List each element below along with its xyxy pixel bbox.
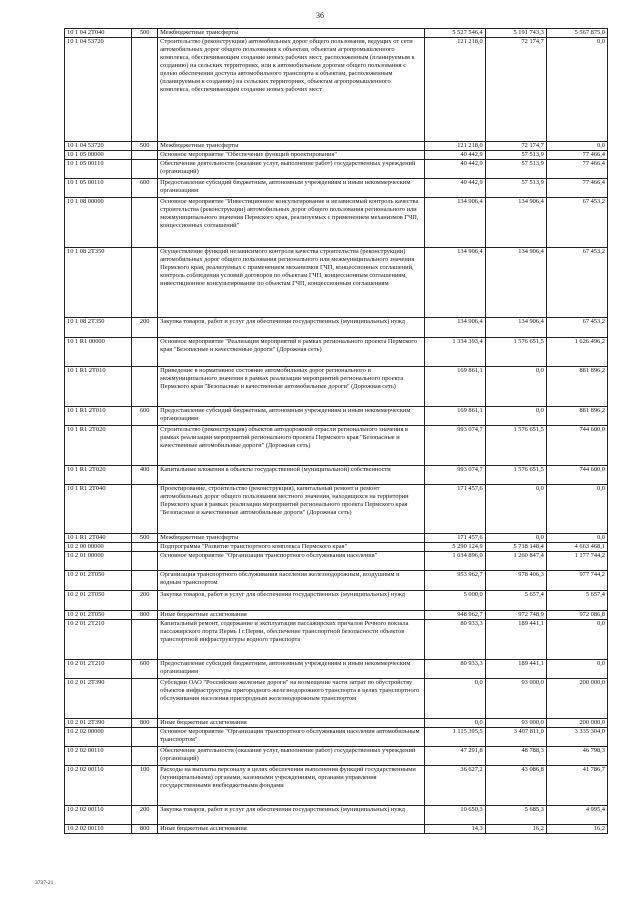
cell-amount-year-3: 46 798,3 bbox=[546, 747, 607, 766]
cell-amount-year-1: 40 442,9 bbox=[424, 179, 485, 198]
table-row bbox=[65, 728, 608, 747]
cell-classification-code: 10 1 05 00000 bbox=[65, 151, 132, 160]
cell-description: Субсидии ОАО "Российские железные дороги" на возмещение части затрат по обустройству объектов инфраструктуры пригородного железнодорожного транспорта в целях транспортного обслуживания населения пригородным железнодорожным транспортом bbox=[158, 679, 424, 719]
cell-amount-year-1: 1 334 393,4 bbox=[424, 338, 485, 367]
cell-classification-code: 10 1 05 00110 bbox=[65, 160, 132, 179]
cell-amount-year-1: 948 962,7 bbox=[424, 611, 485, 620]
cell-amount-year-2: 93 000,0 bbox=[485, 719, 546, 728]
budget-table-body bbox=[65, 29, 608, 834]
cell-classification-code: 10 2 01 2T390 bbox=[65, 679, 132, 719]
cell-amount-year-3: 77 466,4 bbox=[546, 179, 607, 198]
table-row bbox=[65, 367, 608, 407]
cell-description: Строительство (реконструкция) автомобильных дорог общего пользования, ведущих от сети автомобильных дорог общего пользования к объектам, объектам агропромышленного комплекса, обеспечивающим создание новых рабочих мест, расположенным (планируемым к созданию) на сельских территориях, или к автомобильным дорогам общего пользования с целью обеспечения доступа автомобильного транспорта к объектам, расположенным (планируемым к созданию) на сельских территориях, объектам агропромышленного комплекса, обеспечивающим создание новых рабочих мест bbox=[158, 38, 424, 142]
cell-classification-code: 10 2 02 00110 bbox=[65, 825, 132, 834]
cell-amount-year-2: 134 906,4 bbox=[485, 198, 546, 248]
cell-description: Капитальные вложения в объекты государственной (муниципальной) собственности bbox=[158, 466, 424, 485]
table-row bbox=[65, 620, 608, 660]
cell-classification-code: 10 2 01 2T210 bbox=[65, 660, 132, 679]
cell-amount-year-2: 972 748,9 bbox=[485, 611, 546, 620]
cell-expense-type bbox=[132, 38, 158, 142]
cell-amount-year-3: 0,0 bbox=[546, 38, 607, 142]
cell-expense-type: 400 bbox=[132, 466, 158, 485]
cell-expense-type: 500 bbox=[132, 534, 158, 543]
cell-amount-year-3: 200 000,0 bbox=[546, 719, 607, 728]
cell-expense-type bbox=[132, 543, 158, 552]
cell-description: Организация транспортного обслуживания населения железнодорожным, воздушным и водным транспортом bbox=[158, 571, 424, 591]
cell-amount-year-3: 1 177 744,2 bbox=[546, 552, 607, 571]
cell-amount-year-2: 93 000,0 bbox=[485, 679, 546, 719]
cell-expense-type: 800 bbox=[132, 611, 158, 620]
cell-amount-year-1: 5 527 546,4 bbox=[424, 29, 485, 38]
table-row bbox=[65, 179, 608, 198]
cell-amount-year-2: 5 657,4 bbox=[485, 591, 546, 611]
cell-expense-type bbox=[132, 367, 158, 407]
cell-amount-year-1: 1 115 395,5 bbox=[424, 728, 485, 747]
cell-amount-year-1: 5 290 124,9 bbox=[424, 543, 485, 552]
table-row bbox=[65, 591, 608, 611]
cell-amount-year-2: 57 513,9 bbox=[485, 160, 546, 179]
cell-expense-type: 600 bbox=[132, 660, 158, 679]
cell-description: Закупка товаров, работ и услуг для обеспечения государственных (муниципальных) нужд bbox=[158, 318, 424, 338]
cell-classification-code: 10 1 05 00110 bbox=[65, 179, 132, 198]
cell-amount-year-1: 171 457,6 bbox=[424, 534, 485, 543]
cell-amount-year-2: 134 906,4 bbox=[485, 248, 546, 318]
cell-classification-code: 10 2 01 2T210 bbox=[65, 620, 132, 660]
cell-amount-year-3: 5 567 875,0 bbox=[546, 29, 607, 38]
cell-amount-year-3: 0,0 bbox=[546, 142, 607, 151]
table-row bbox=[65, 485, 608, 534]
cell-amount-year-2: 1 576 651,5 bbox=[485, 426, 546, 466]
cell-amount-year-3: 0,0 bbox=[546, 660, 607, 679]
cell-description: Закупка товаров, работ и услуг для обеспечения государственных (муниципальных) нужд bbox=[158, 806, 424, 825]
cell-amount-year-2: 1 576 651,5 bbox=[485, 466, 546, 485]
cell-description: Основное мероприятие "Организация транспортного обслуживания населения" bbox=[158, 552, 424, 571]
cell-expense-type bbox=[132, 679, 158, 719]
table-row bbox=[65, 142, 608, 151]
cell-expense-type: 200 bbox=[132, 806, 158, 825]
cell-description: Основное мероприятие "Обеспечение функций проектирования" bbox=[158, 151, 424, 160]
cell-classification-code: 10 1 08 2T350 bbox=[65, 318, 132, 338]
table-row bbox=[65, 338, 608, 367]
cell-expense-type: 600 bbox=[132, 179, 158, 198]
cell-description: Основное мероприятие "Организация транспортного обслуживания населения автомобильным транспортом" bbox=[158, 728, 424, 747]
cell-amount-year-3: 16,2 bbox=[546, 825, 607, 834]
cell-description: Иные бюджетные ассигнования bbox=[158, 719, 424, 728]
cell-description: Межбюджетные трансферты bbox=[158, 29, 424, 38]
cell-classification-code: 10 1 R1 00000 bbox=[65, 338, 132, 367]
cell-expense-type bbox=[132, 151, 158, 160]
cell-amount-year-2: 0,0 bbox=[485, 534, 546, 543]
table-row bbox=[65, 407, 608, 426]
cell-classification-code: 10 2 01 2T050 bbox=[65, 611, 132, 620]
cell-classification-code: 10 1 04 2T040 bbox=[65, 29, 132, 38]
cell-amount-year-2: 0,0 bbox=[485, 485, 546, 534]
cell-expense-type bbox=[132, 426, 158, 466]
cell-expense-type: 500 bbox=[132, 142, 158, 151]
cell-amount-year-3: 0,0 bbox=[546, 485, 607, 534]
cell-description: Строительство (реконструкция) объектов автодорожной отрасли регионального значения в рамках реализации мероприятий регионального проекта Пермского края "Безопасные и качественные автомобильные дороги" (Дорожная сеть) bbox=[158, 426, 424, 466]
cell-amount-year-1: 10 650,3 bbox=[424, 806, 485, 825]
cell-description: Основное мероприятие "Реализация мероприятий в рамках регионального проекта Пермского края "Безопасные и качественные дороги" (Дорожная сеть) bbox=[158, 338, 424, 367]
table-row bbox=[65, 766, 608, 806]
table-row bbox=[65, 806, 608, 825]
cell-classification-code: 10 2 02 00110 bbox=[65, 747, 132, 766]
table-row bbox=[65, 426, 608, 466]
cell-classification-code: 10 2 02 00110 bbox=[65, 766, 132, 806]
cell-classification-code: 10 1 R1 2T020 bbox=[65, 426, 132, 466]
table-row bbox=[65, 660, 608, 679]
cell-expense-type: 800 bbox=[132, 825, 158, 834]
table-row bbox=[65, 160, 608, 179]
cell-amount-year-1: 169 861,1 bbox=[424, 367, 485, 407]
cell-classification-code: 10 1 08 2T350 bbox=[65, 248, 132, 318]
table-row bbox=[65, 747, 608, 766]
cell-description: Предоставление субсидий бюджетным, автономным учреждениям и иным некоммерческим организациям bbox=[158, 407, 424, 426]
cell-amount-year-2: 3 407 811,0 bbox=[485, 728, 546, 747]
table-row bbox=[65, 719, 608, 728]
cell-amount-year-1: 134 906,4 bbox=[424, 318, 485, 338]
cell-amount-year-1: 5 000,0 bbox=[424, 591, 485, 611]
cell-amount-year-3: 77 466,4 bbox=[546, 160, 607, 179]
cell-amount-year-3: 67 453,2 bbox=[546, 248, 607, 318]
cell-amount-year-3: 977 744,2 bbox=[546, 571, 607, 591]
budget-table bbox=[64, 28, 608, 834]
table-row bbox=[65, 825, 608, 834]
cell-classification-code: 10 1 04 53720 bbox=[65, 142, 132, 151]
cell-classification-code: 10 1 R1 2T040 bbox=[65, 534, 132, 543]
table-row bbox=[65, 534, 608, 543]
cell-amount-year-3: 5 657,4 bbox=[546, 591, 607, 611]
cell-description: Основное мероприятие "Инвестиционное консультирование и независимый контроль качества строительства (реконструкции) автомобильных дорог общего пользования регионального или межмуниципального значения Пермского края, реализуемых с применением механизмов ГЧП, концессионных соглашений" bbox=[158, 198, 424, 248]
cell-description: Капитальный ремонт, содержание и эксплуатация пассажирских причалов Речного вокзала пассажирского порта Пермь I г.Перми, обеспечение транспортной безопасности объектов транспортной инфраструктуры водного транспорта bbox=[158, 620, 424, 660]
cell-expense-type: 500 bbox=[132, 29, 158, 38]
cell-classification-code: 10 1 R1 2T040 bbox=[65, 485, 132, 534]
cell-amount-year-2: 134 906,4 bbox=[485, 318, 546, 338]
cell-description: Осуществление функций независимого контроля качества строительства (реконструкции) автомобильных дорог общего пользования регионального или межмуниципального значения Пермского края, реализуемых с применением механизмов ГЧП, концессионных соглашений, контроль соблюдения условий договоров по объектам ГЧП, концессионным соглашениям, инвестиционное консультирование по объектам ГЧП, концессионным соглашениям bbox=[158, 248, 424, 318]
cell-description: Проектирование, строительство (реконструкция), капитальный ремонт и ремонт автомобильных дорог общего пользования местного значения, находящихся на территории Пермского края в рамках реализации мероприятий регионального проекта Пермского края "Безопасные и качественные автомобильные дороги" (Дорожная сеть) bbox=[158, 485, 424, 534]
cell-classification-code: 10 1 R1 2T020 bbox=[65, 466, 132, 485]
cell-amount-year-1: 14,3 bbox=[424, 825, 485, 834]
cell-classification-code: 10 2 01 2T050 bbox=[65, 571, 132, 591]
cell-amount-year-2: 5 685,3 bbox=[485, 806, 546, 825]
cell-amount-year-3: 4 995,4 bbox=[546, 806, 607, 825]
cell-expense-type bbox=[132, 485, 158, 534]
cell-amount-year-1: 134 906,4 bbox=[424, 248, 485, 318]
table-row bbox=[65, 679, 608, 719]
cell-amount-year-3: 67 453,2 bbox=[546, 318, 607, 338]
cell-expense-type bbox=[132, 571, 158, 591]
cell-amount-year-1: 121 218,0 bbox=[424, 38, 485, 142]
table-row bbox=[65, 552, 608, 571]
cell-amount-year-1: 1 034 896,0 bbox=[424, 552, 485, 571]
cell-amount-year-1: 47 291,8 bbox=[424, 747, 485, 766]
cell-amount-year-1: 171 457,6 bbox=[424, 485, 485, 534]
cell-expense-type bbox=[132, 620, 158, 660]
cell-description: Подпрограмма "Развитие транспортного комплекса Пермского края" bbox=[158, 543, 424, 552]
cell-amount-year-1: 80 933,3 bbox=[424, 660, 485, 679]
cell-amount-year-3: 200 000,0 bbox=[546, 679, 607, 719]
cell-classification-code: 10 1 R1 2T010 bbox=[65, 407, 132, 426]
cell-expense-type bbox=[132, 160, 158, 179]
cell-description: Иные бюджетные ассигнования bbox=[158, 825, 424, 834]
cell-amount-year-2: 5 191 743,3 bbox=[485, 29, 546, 38]
cell-amount-year-1: 0,0 bbox=[424, 719, 485, 728]
cell-amount-year-2: 1 576 651,5 bbox=[485, 338, 546, 367]
cell-expense-type: 800 bbox=[132, 719, 158, 728]
cell-amount-year-2: 72 174,7 bbox=[485, 142, 546, 151]
cell-expense-type: 200 bbox=[132, 318, 158, 338]
cell-classification-code: 10 2 01 2T390 bbox=[65, 719, 132, 728]
cell-amount-year-3: 744 600,0 bbox=[546, 466, 607, 485]
table-row bbox=[65, 248, 608, 318]
cell-amount-year-1: 993 074,7 bbox=[424, 466, 485, 485]
cell-amount-year-3: 77 466,4 bbox=[546, 151, 607, 160]
cell-amount-year-2: 72 174,7 bbox=[485, 38, 546, 142]
cell-description: Расходы на выплаты персоналу в целях обеспечения выполнения функций государственными (муниципальными) органами, казенными учреждениями, органами управления государственными внебюджетными фондами bbox=[158, 766, 424, 806]
cell-amount-year-1: 134 906,4 bbox=[424, 198, 485, 248]
cell-amount-year-3: 41 786,7 bbox=[546, 766, 607, 806]
cell-amount-year-3: 1 626 496,2 bbox=[546, 338, 607, 367]
cell-description: Предоставление субсидий бюджетным, автономным учреждениям и иным некоммерческим организациям bbox=[158, 660, 424, 679]
cell-amount-year-1: 0,0 bbox=[424, 679, 485, 719]
cell-amount-year-3: 744 600,0 bbox=[546, 426, 607, 466]
cell-amount-year-3: 4 663 468,1 bbox=[546, 543, 607, 552]
cell-amount-year-2: 189 441,1 bbox=[485, 660, 546, 679]
cell-amount-year-2: 978 406,3 bbox=[485, 571, 546, 591]
cell-description: Межбюджетные трансферты bbox=[158, 142, 424, 151]
cell-classification-code: 10 2 02 00000 bbox=[65, 728, 132, 747]
cell-description: Предоставление субсидий бюджетным, автономным учреждениям и иным некоммерческим организациям bbox=[158, 179, 424, 198]
cell-amount-year-1: 80 933,3 bbox=[424, 620, 485, 660]
cell-description: Межбюджетные трансферты bbox=[158, 534, 424, 543]
cell-amount-year-3: 0,0 bbox=[546, 534, 607, 543]
cell-expense-type: 100 bbox=[132, 766, 158, 806]
cell-amount-year-2: 16,2 bbox=[485, 825, 546, 834]
cell-classification-code: 10 2 00 00000 bbox=[65, 543, 132, 552]
cell-amount-year-1: 993 074,7 bbox=[424, 426, 485, 466]
cell-amount-year-3: 881 896,2 bbox=[546, 367, 607, 407]
cell-amount-year-3: 3 335 304,0 bbox=[546, 728, 607, 747]
cell-amount-year-2: 189 441,1 bbox=[485, 620, 546, 660]
cell-expense-type bbox=[132, 248, 158, 318]
cell-amount-year-1: 953 962,7 bbox=[424, 571, 485, 591]
cell-description: Иные бюджетные ассигнования bbox=[158, 611, 424, 620]
table-row bbox=[65, 611, 608, 620]
table-row bbox=[65, 151, 608, 160]
cell-amount-year-2: 43 086,8 bbox=[485, 766, 546, 806]
cell-classification-code: 10 1 R1 2T010 bbox=[65, 367, 132, 407]
cell-amount-year-1: 40 442,9 bbox=[424, 151, 485, 160]
cell-classification-code: 10 1 08 00000 bbox=[65, 198, 132, 248]
page-number: 36 bbox=[316, 11, 324, 20]
cell-amount-year-1: 121 218,0 bbox=[424, 142, 485, 151]
cell-amount-year-1: 169 861,1 bbox=[424, 407, 485, 426]
cell-amount-year-1: 36 627,2 bbox=[424, 766, 485, 806]
table-row bbox=[65, 198, 608, 248]
cell-amount-year-2: 48 788,3 bbox=[485, 747, 546, 766]
cell-classification-code: 10 2 01 2T050 bbox=[65, 591, 132, 611]
cell-amount-year-3: 881 896,2 bbox=[546, 407, 607, 426]
table-row bbox=[65, 543, 608, 552]
cell-expense-type bbox=[132, 198, 158, 248]
cell-classification-code: 10 1 04 53720 bbox=[65, 38, 132, 142]
cell-expense-type bbox=[132, 728, 158, 747]
table-row bbox=[65, 29, 608, 38]
cell-expense-type bbox=[132, 552, 158, 571]
cell-description: Обеспечение деятельности (оказание услуг, выполнение работ) государственных учреждений (организаций) bbox=[158, 160, 424, 179]
cell-description: Приведение в нормативное состояние автомобильных дорог регионального и межмуниципального значения в рамках реализации мероприятий регионального проекта Пермского края "Безопасные и качественные автомобильные дороги" (Дорожная сеть) bbox=[158, 367, 424, 407]
cell-classification-code: 10 2 02 00110 bbox=[65, 806, 132, 825]
cell-expense-type: 600 bbox=[132, 407, 158, 426]
cell-amount-year-3: 67 453,2 bbox=[546, 198, 607, 248]
cell-description: Закупка товаров, работ и услуг для обеспечения государственных (муниципальных) нужд bbox=[158, 591, 424, 611]
cell-amount-year-2: 57 513,9 bbox=[485, 179, 546, 198]
cell-expense-type bbox=[132, 747, 158, 766]
table-row bbox=[65, 38, 608, 142]
cell-classification-code: 10 2 01 00000 bbox=[65, 552, 132, 571]
cell-amount-year-3: 0,0 bbox=[546, 620, 607, 660]
cell-amount-year-2: 0,0 bbox=[485, 407, 546, 426]
cell-amount-year-3: 972 086,8 bbox=[546, 611, 607, 620]
cell-amount-year-2: 57 513,9 bbox=[485, 151, 546, 160]
cell-description: Обеспечение деятельности (оказание услуг, выполнение работ) государственных учреждений (организаций) bbox=[158, 747, 424, 766]
document-code: 3737-21 bbox=[35, 880, 54, 886]
cell-amount-year-1: 40 442,9 bbox=[424, 160, 485, 179]
cell-expense-type: 200 bbox=[132, 591, 158, 611]
cell-expense-type bbox=[132, 338, 158, 367]
table-row bbox=[65, 466, 608, 485]
table-row bbox=[65, 571, 608, 591]
cell-amount-year-2: 5 718 148,4 bbox=[485, 543, 546, 552]
cell-amount-year-2: 1 260 847,4 bbox=[485, 552, 546, 571]
cell-amount-year-2: 0,0 bbox=[485, 367, 546, 407]
table-row bbox=[65, 318, 608, 338]
